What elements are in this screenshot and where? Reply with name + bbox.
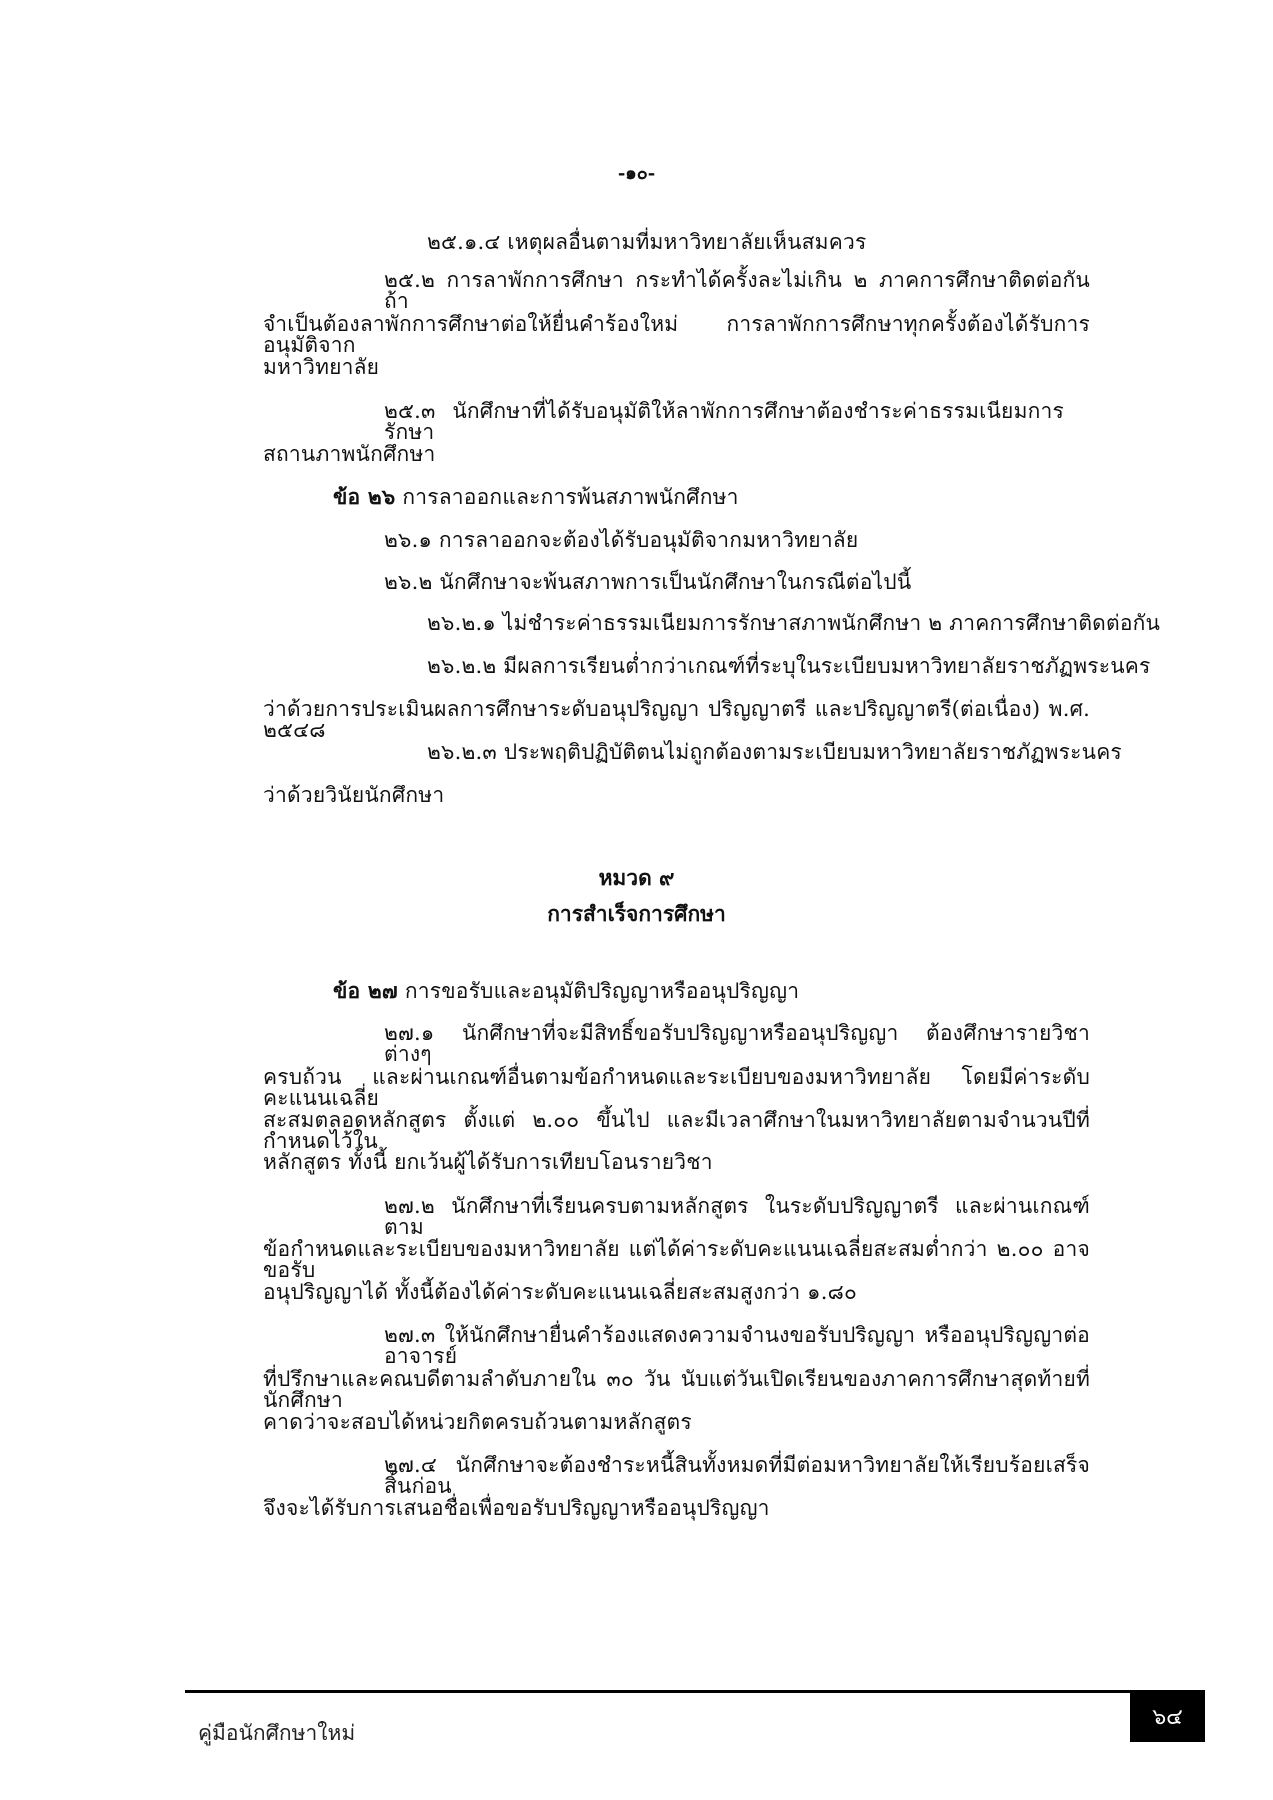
clause-26-2-1: ๒๖.๒.๑ ไม่ชำระค่าธรรมเนียมการรักษาสภาพนักศึกษา ๒ ภาคการศึกษาติดต่อกัน [427,611,1161,635]
chapter-title: การสำเร็จการศึกษา [547,901,726,926]
section-27-title [333,980,799,1002]
clause-27-1-line-3: สะสมตลอดหลักสูตร ตั้งแต่ ๒.๐๐ ขึ้นไป และมีเวลาศึกษาในมหาวิทยาลัยตามจำนวนปีที่กำหนดไว้ใน [263,1108,1090,1153]
clause-25-1-4: ๒๕.๑.๔ เหตุผลอื่นตามที่มหาวิทยาลัยเห็นสมควร [427,230,867,254]
clause-26-1: ๒๖.๑ การลาออกจะต้องได้รับอนุมัติจากมหาวิทยาลัย [384,528,859,552]
clause-26-2-3-line-1: ๒๖.๒.๓ ประพฤติปฏิบัติตนไม่ถูกต้องตามระเบียบมหาวิทยาลัยราชภัฏพระนคร [427,740,1122,764]
section-26-label: ข้อ ๒๖ [333,484,396,509]
clause-25-3-line-1: ๒๕.๓ นักศึกษาที่ได้รับอนุมัติให้ลาพักการศึกษาต้องชำระค่าธรรมเนียมการรักษา [384,399,1064,444]
clause-27-2-line-3: อนุปริญญาได้ ทั้งนี้ต้องได้ค่าระดับคะแนนเฉลี่ยสะสมสูงกว่า ๑.๘๐ [263,1280,858,1304]
clause-27-3-line-3: คาดว่าจะสอบได้หน่วยกิตครบถ้วนตามหลักสูตร [263,1410,692,1434]
section-26-title [333,486,739,508]
section-27-label: ข้อ ๒๗ [333,978,398,1003]
clause-25-2-line-2: จำเป็นต้องลาพักการศึกษาต่อให้ยื่นคำร้องใหม่ การลาพักการศึกษาทุกครั้งต้องได้รับการอนุมัติจาก [263,312,1090,357]
clause-25-3-line-2: สถานภาพนักศึกษา [263,442,436,466]
clause-27-3-line-2: ที่ปรึกษาและคณบดีตามลำดับภายใน ๓๐ วัน นับแต่วันเปิดเรียนของภาคการศึกษาสุดท้ายที่นักศึกษา [263,1367,1090,1412]
footer-page-number: ๖๔ [1152,1704,1183,1730]
clause-26-2-2-line-1: ๒๖.๒.๒ มีผลการเรียนต่ำกว่าเกณฑ์ที่ระบุในระเบียบมหาวิทยาลัยราชภัฏพระนคร [427,654,1151,678]
clause-27-4-line-2: จึงจะได้รับการเสนอชื่อเพื่อขอรับปริญญาหรืออนุปริญญา [263,1496,770,1520]
footer-page-number-box [1130,1690,1205,1742]
footer-divider [185,1690,1130,1693]
clause-26-2: ๒๖.๒ นักศึกษาจะพ้นสภาพการเป็นนักศึกษาในกรณีต่อไปนี้ [384,570,912,594]
clause-25-2-line-1: ๒๕.๒ การลาพักการศึกษา กระทำได้ครั้งละไม่เกิน ๒ ภาคการศึกษาติดต่อกัน ถ้า [384,268,1090,313]
clause-25-2-line-3: มหาวิทยาลัย [263,355,380,379]
clause-27-4-line-1: ๒๗.๔ นักศึกษาจะต้องชำระหนี้สินทั้งหมดที่มีต่อมหาวิทยาลัยให้เรียบร้อยเสร็จสิ้นก่อน [384,1453,1090,1498]
clause-27-1-line-4: หลักสูตร ทั้งนี้ ยกเว้นผู้ได้รับการเทียบโอนรายวิชา [263,1150,713,1174]
clause-27-1-line-1: ๒๗.๑ นักศึกษาที่จะมีสิทธิ์ขอรับปริญญาหรืออนุปริญญา ต้องศึกษารายวิชาต่างๆ [384,1021,1090,1066]
chapter-heading: หมวด ๙ [598,865,675,890]
footer-title: คู่มือนักศึกษาใหม่ [198,1721,356,1745]
clause-27-3-line-1: ๒๗.๓ ให้นักศึกษายื่นคำร้องแสดงความจำนงขอรับปริญญา หรืออนุปริญญาต่ออาจารย์ [384,1323,1090,1368]
section-26-text: การลาออกและการพ้นสภาพนักศึกษา [402,485,739,509]
section-27-text: การขอรับและอนุมัติปริญญาหรืออนุปริญญา [404,979,800,1003]
clause-26-2-2-line-2: ว่าด้วยการประเมินผลการศึกษาระดับอนุปริญญา ปริญญาตรี และปริญญาตรี(ต่อเนื่อง) พ.ศ. ๒๕๔๘ [263,697,1090,742]
clause-27-2-line-2: ข้อกำหนดและระเบียบของมหาวิทยาลัย แต่ได้ค่าระดับคะแนนเฉลี่ยสะสมต่ำกว่า ๒.๐๐ อาจขอรับ [263,1237,1090,1282]
clause-27-2-line-1: ๒๗.๒ นักศึกษาที่เรียนครบตามหลักสูตร ในระดับปริญญาตรี และผ่านเกณฑ์ตาม [384,1194,1090,1239]
clause-27-1-line-2: ครบถ้วน และผ่านเกณฑ์อื่นตามข้อกำหนดและระเบียบของมหาวิทยาลัย โดยมีค่าระดับคะแนนเฉลี่ย [263,1065,1090,1110]
clause-26-2-3-line-2: ว่าด้วยวินัยนักศึกษา [263,783,445,807]
page-marker: -๑๐- [617,163,656,184]
